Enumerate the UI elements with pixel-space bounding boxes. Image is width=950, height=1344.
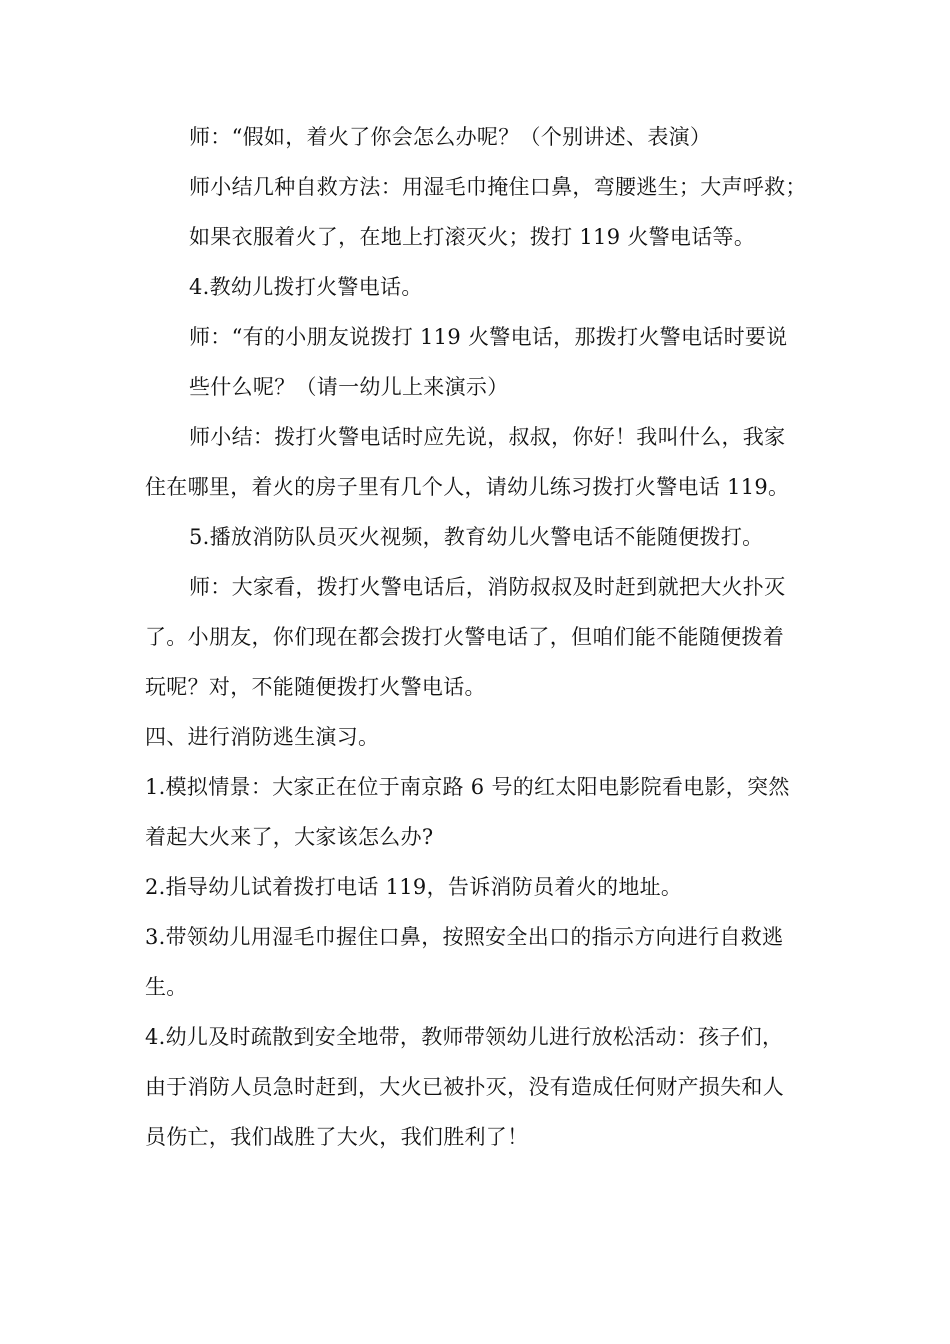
text-line: 3.带领幼儿用湿毛巾握住口鼻，按照安全出口的指示方向进行自救逃	[145, 925, 784, 949]
text-line: 师：“假如，着火了你会怎么办呢？（个别讲述、表演）	[189, 125, 712, 149]
text-line: 如果衣服着火了，在地上打滚灭火；拨打 119 火警电话等。	[189, 225, 756, 249]
text-line: 师：大家看，拨打火警电话后，消防叔叔及时赶到就把大火扑灭	[189, 575, 786, 599]
text-line: 玩呢？对，不能随便拨打火警电话。	[145, 675, 486, 699]
text-line: 1.模拟情景：大家正在位于南京路 6 号的红太阳电影院看电影，突然	[145, 775, 790, 799]
text-line: 师小结：拨打火警电话时应先说，叔叔，你好！我叫什么，我家	[189, 425, 786, 449]
section-heading: 四、进行消防逃生演习。	[145, 725, 380, 749]
text-line: 了。小朋友，你们现在都会拨打火警电话了，但咱们能不能随便拨着	[145, 625, 784, 649]
text-line: 生。	[145, 975, 188, 999]
text-line: 员伤亡，我们战胜了大火，我们胜利了！	[145, 1125, 529, 1149]
text-line: 着起大火来了，大家该怎么办?	[145, 825, 434, 849]
text-line: 5.播放消防队员灭火视频，教育幼儿火警电话不能随便拨打。	[189, 525, 764, 549]
text-line: 些什么呢？（请一幼儿上来演示）	[189, 375, 509, 399]
text-line: 师小结几种自救方法：用湿毛巾掩住口鼻，弯腰逃生；大声呼救；	[189, 175, 807, 199]
text-line: 由于消防人员急时赶到，大火已被扑灭，没有造成任何财产损失和人	[145, 1075, 784, 1099]
text-line: 住在哪里，着火的房子里有几个人，请幼儿练习拨打火警电话 119。	[145, 475, 790, 499]
text-line: 4.幼儿及时疏散到安全地带，教师带领幼儿进行放松活动：孩子们，	[145, 1025, 784, 1049]
document-body	[145, 112, 815, 1162]
text-line: 2.指导幼儿试着拨打电话 119，告诉消防员着火的地址。	[145, 875, 683, 899]
text-line: 4.教幼儿拨打火警电话。	[189, 275, 423, 299]
text-line: 师：“有的小朋友说拨打 119 火警电话，那拨打火警电话时要说	[189, 325, 788, 349]
